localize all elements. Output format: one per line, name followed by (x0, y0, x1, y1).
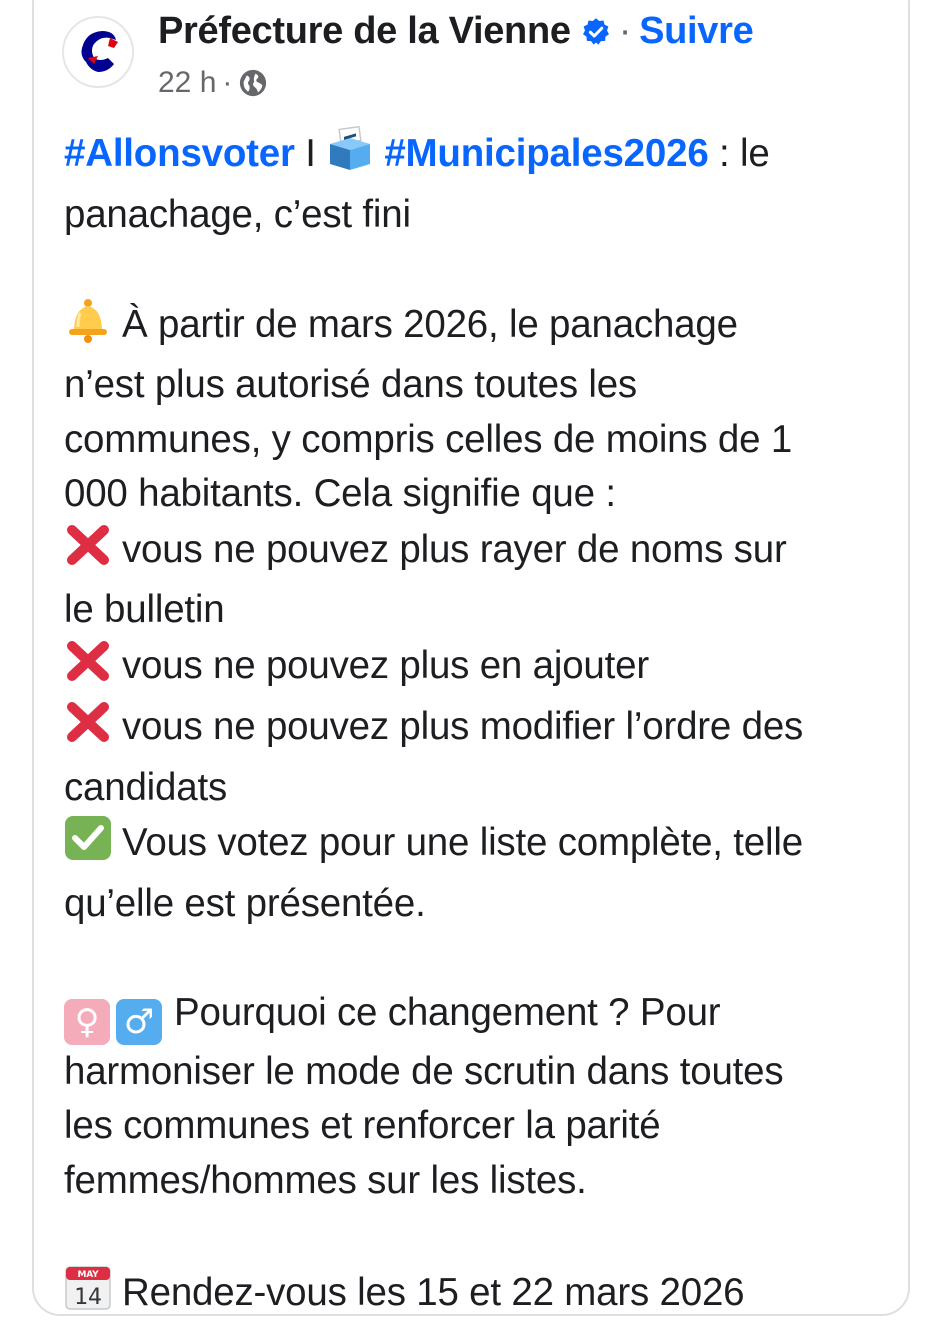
check-line-text: Vous votez pour une liste complète, telle (122, 821, 803, 864)
post-meta (158, 66, 268, 100)
calendar-icon (64, 1263, 112, 1326)
verified-badge-icon (581, 17, 611, 47)
hashtag-municipales2026[interactable]: #Municipales2026 (384, 132, 708, 175)
cross-mark-icon (64, 638, 112, 700)
post-line: n’est plus autorisé dans toutes les (64, 358, 894, 413)
cross-line-text: vous ne pouvez plus en ajouter (122, 644, 649, 687)
page-avatar[interactable] (62, 16, 134, 88)
title-bar: I (295, 132, 327, 175)
cross-mark-icon (64, 522, 112, 584)
female-sign-icon: ♀ (64, 999, 110, 1045)
post-line: candidats (64, 761, 894, 816)
post-title-line (64, 126, 894, 188)
post-line (64, 986, 894, 1045)
globe-icon (238, 68, 268, 98)
post-line: les communes et renforcer la parité (64, 1099, 894, 1154)
post-line (64, 1263, 894, 1326)
bell-icon (64, 297, 112, 359)
post-line (64, 522, 894, 584)
timestamp[interactable]: 22 h (158, 66, 216, 100)
why-line-text: Pourquoi ce changement ? Pour (174, 991, 720, 1034)
page-name-row (158, 10, 753, 53)
title-rest-1: : le (709, 132, 770, 175)
post-line (64, 638, 894, 700)
marianne-logo (64, 18, 132, 86)
post-body (64, 126, 894, 1326)
post-line: 000 habitants. Cela signifie que : (64, 467, 894, 522)
meta-separator: · (222, 66, 232, 100)
male-sign-icon: ♂ (116, 999, 162, 1045)
post-line: qu’elle est présentée. (64, 877, 894, 932)
post-line: femmes/hommes sur les listes. (64, 1154, 894, 1209)
cross-line-text: vous ne pouvez plus rayer de noms sur (122, 528, 787, 571)
post-line: communes, y compris celles de moins de 1 (64, 413, 894, 468)
calendar-month: MAY (78, 1270, 100, 1280)
post-line: panachage, c’est fini (64, 188, 894, 243)
bell-line-text: À partir de mars 2026, le panachage (122, 303, 738, 346)
date-line-text: Rendez-vous les 15 et 22 mars 2026 (122, 1271, 744, 1314)
cross-mark-icon (64, 699, 112, 761)
post-line: le bulletin (64, 583, 894, 638)
cross-line-text: vous ne pouvez plus modifier l’ordre des (122, 705, 803, 748)
follow-button[interactable]: Suivre (639, 10, 753, 53)
post-line (64, 699, 894, 761)
post-line: harmoniser le mode de scrutin dans toutes (64, 1045, 894, 1100)
calendar-day: 14 (74, 1285, 102, 1310)
header-separator: · (619, 10, 631, 53)
post-line (64, 297, 894, 359)
ballot-box-icon (326, 126, 374, 188)
check-mark-icon (64, 815, 112, 877)
hashtag-allonsvoter[interactable]: #Allonsvoter (64, 132, 295, 175)
page-name[interactable]: Préfecture de la Vienne (158, 10, 571, 53)
post-line (64, 815, 894, 877)
